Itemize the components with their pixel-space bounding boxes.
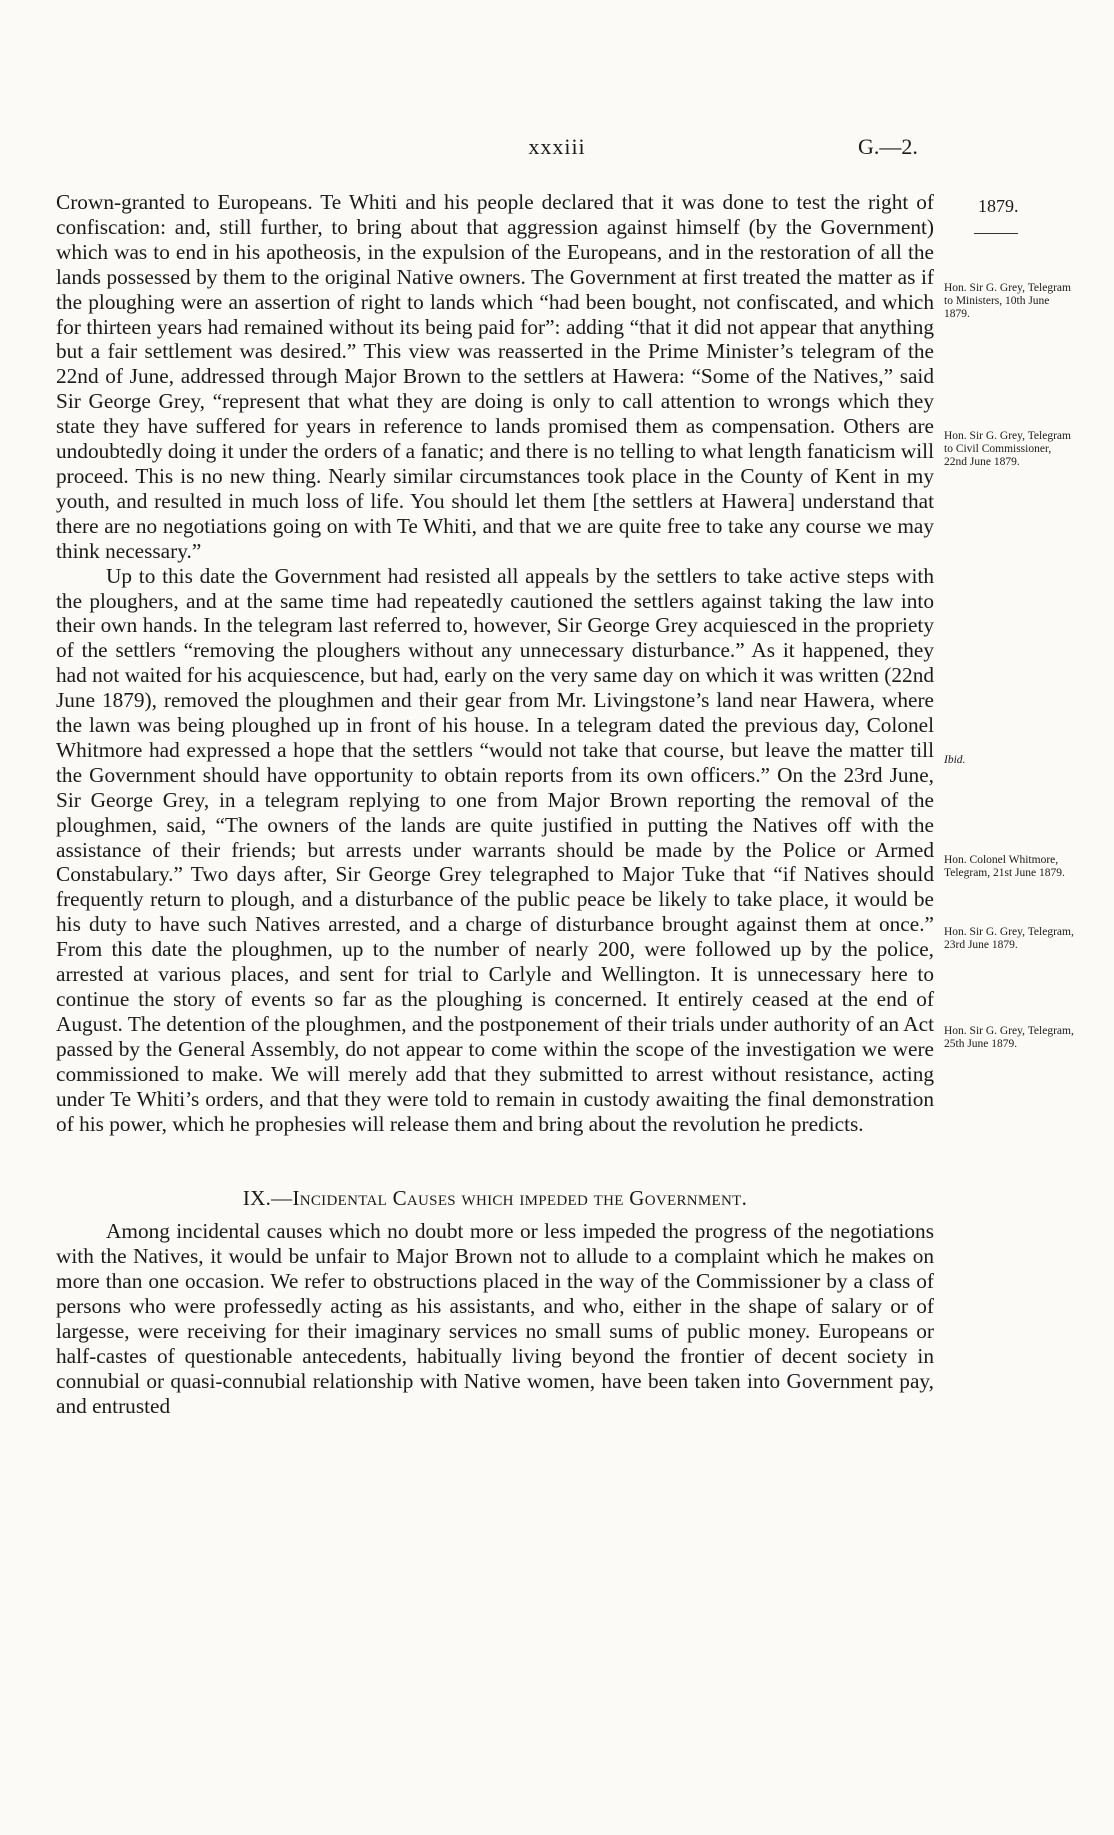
margin-note: Ibid. [944, 754, 966, 766]
body-text [56, 190, 934, 1419]
margin-note: Hon. Sir G. Grey, Telegram, 25th June 1879. [944, 1025, 1074, 1050]
page-number: xxxiii [528, 134, 586, 159]
margin-note: Hon. Sir G. Grey, Telegram, 23rd June 1879. [944, 926, 1074, 951]
document-reference: G.—2. [858, 134, 918, 159]
margin-rule [974, 233, 1018, 234]
margin-note: Hon. Colonel Whitmore, Telegram, 21st June 1879. [944, 854, 1065, 879]
paragraph: Up to this date the Government had resisted all appeals by the settlers to take active steps with the ploughers, and at the same time had repeatedly cautioned the settlers against taking the law into their own hands. In the telegram last referred to, however, Sir George Grey acquiesced in the propriety of the settlers “removing the ploughers without any unnecessary disturbance.” As it happened, they had not waited for his acquiescence, but had, early on the very same day on which it was written (22nd June 1879), removed the ploughmen and their gear from Mr. Livingstone’s land near Hawera, where the lawn was being ploughed up in front of his house. In a telegram dated the previous day, Colonel Whitmore had expressed a hope that the settlers “would not take that course, but leave the matter till the Government should have opportunity to obtain reports from its own officers.” On the 23rd June, Sir George Grey, in a telegram replying to one from Major Brown reporting the removal of the ploughmen, said, “The owners of the lands are quite justified in putting the Natives off with the assistance of their friends; but arrests under warrants should be made by the Police or Armed Constabulary.” Two days after, Sir George Grey telegraphed to Major Tuke that “if Natives should frequently return to plough, and a disturbance of the public peace be likely to take place, it would be his duty to have such Natives arrested, and a charge of disturbance brought against them at once.” From this date the ploughmen, up to the number of nearly 200, were followed up by the police, arrested at various places, and sent for trial to Carlyle and Wellington. It is unnecessary here to continue the story of events so far as the ploughing is concerned. It entirely ceased at the end of August. The detention of the ploughmen, and the postponement of their trials under authority of an Act passed by the General Assembly, do not appear to come within the scope of the investigation we were commissioned to make. We will merely add that they submitted to arrest without resistance, acting under Te Whiti’s orders, and that they were told to remain in custody awaiting the final demonstration of his power, which he prophesies will release them and bring about the revolution he predicts. [56, 563, 934, 1136]
margin-note: Hon. Sir G. Grey, Telegram to Ministers, 10th June 1879. [944, 282, 1071, 320]
margin-year: 1879. [978, 196, 1019, 216]
paragraph: Among incidental causes which no doubt more or less impeded the progress of the negotiations with the Natives, it would be unfair to Major Brown not to allude to a complaint which he makes on more than one occasion. We refer to obstructions placed in the way of the Commissioner by a class of persons who were professedly acting as his assistants, and who, either in the shape of salary or of largesse, were receiving for their imaginary services no small sums of public money. Europeans or half-castes of questionable antecedents, habitually living beyond the frontier of decent society in connubial or quasi-connubial relationship with Native women, have been taken into Government pay, and entrusted [56, 1219, 934, 1418]
paragraph: Crown-granted to Europeans. Te Whiti and his people declared that it was done to test the right of confiscation: and, still further, to bring about that aggression against himself (by the Government) which was to end in his apotheosis, in the expulsion of the Europeans, and in the restoration of all the lands possessed by them to the original Native owners. The Government at first treated the matter as if the ploughing were an assertion of right to lands which “had been bought, not confiscated, and which for thirteen years had remained without its being paid for”: adding “that it did not appear that anything but a fair settlement was desired.” This view was reasserted in the Prime Minister’s telegram of the 22nd of June, addressed through Major Brown to the settlers at Hawera: “Some of the Natives,” said Sir George Grey, “represent that what they are doing is only to call attention to wrongs which they state they have suffered for years in reference to lands promised them as compensation. Others are undoubtedly doing it under the orders of a fanatic; and there is no telling to what length fanaticism will proceed. This is no new thing. Nearly similar circumstances took place in the County of Kent in my youth, and resulted in much loss of life. You should let them [the settlers at Hawera] understand that there are no negotiations going on with Te Whiti, and that we are quite free to take any course we may think necessary.” [56, 190, 934, 563]
margin-note: Hon. Sir G. Grey, Telegram to Civil Commissioner, 22nd June 1879. [944, 430, 1071, 468]
section-heading: IX.—Incidental Causes which impeded the Government. [242, 1186, 748, 1211]
